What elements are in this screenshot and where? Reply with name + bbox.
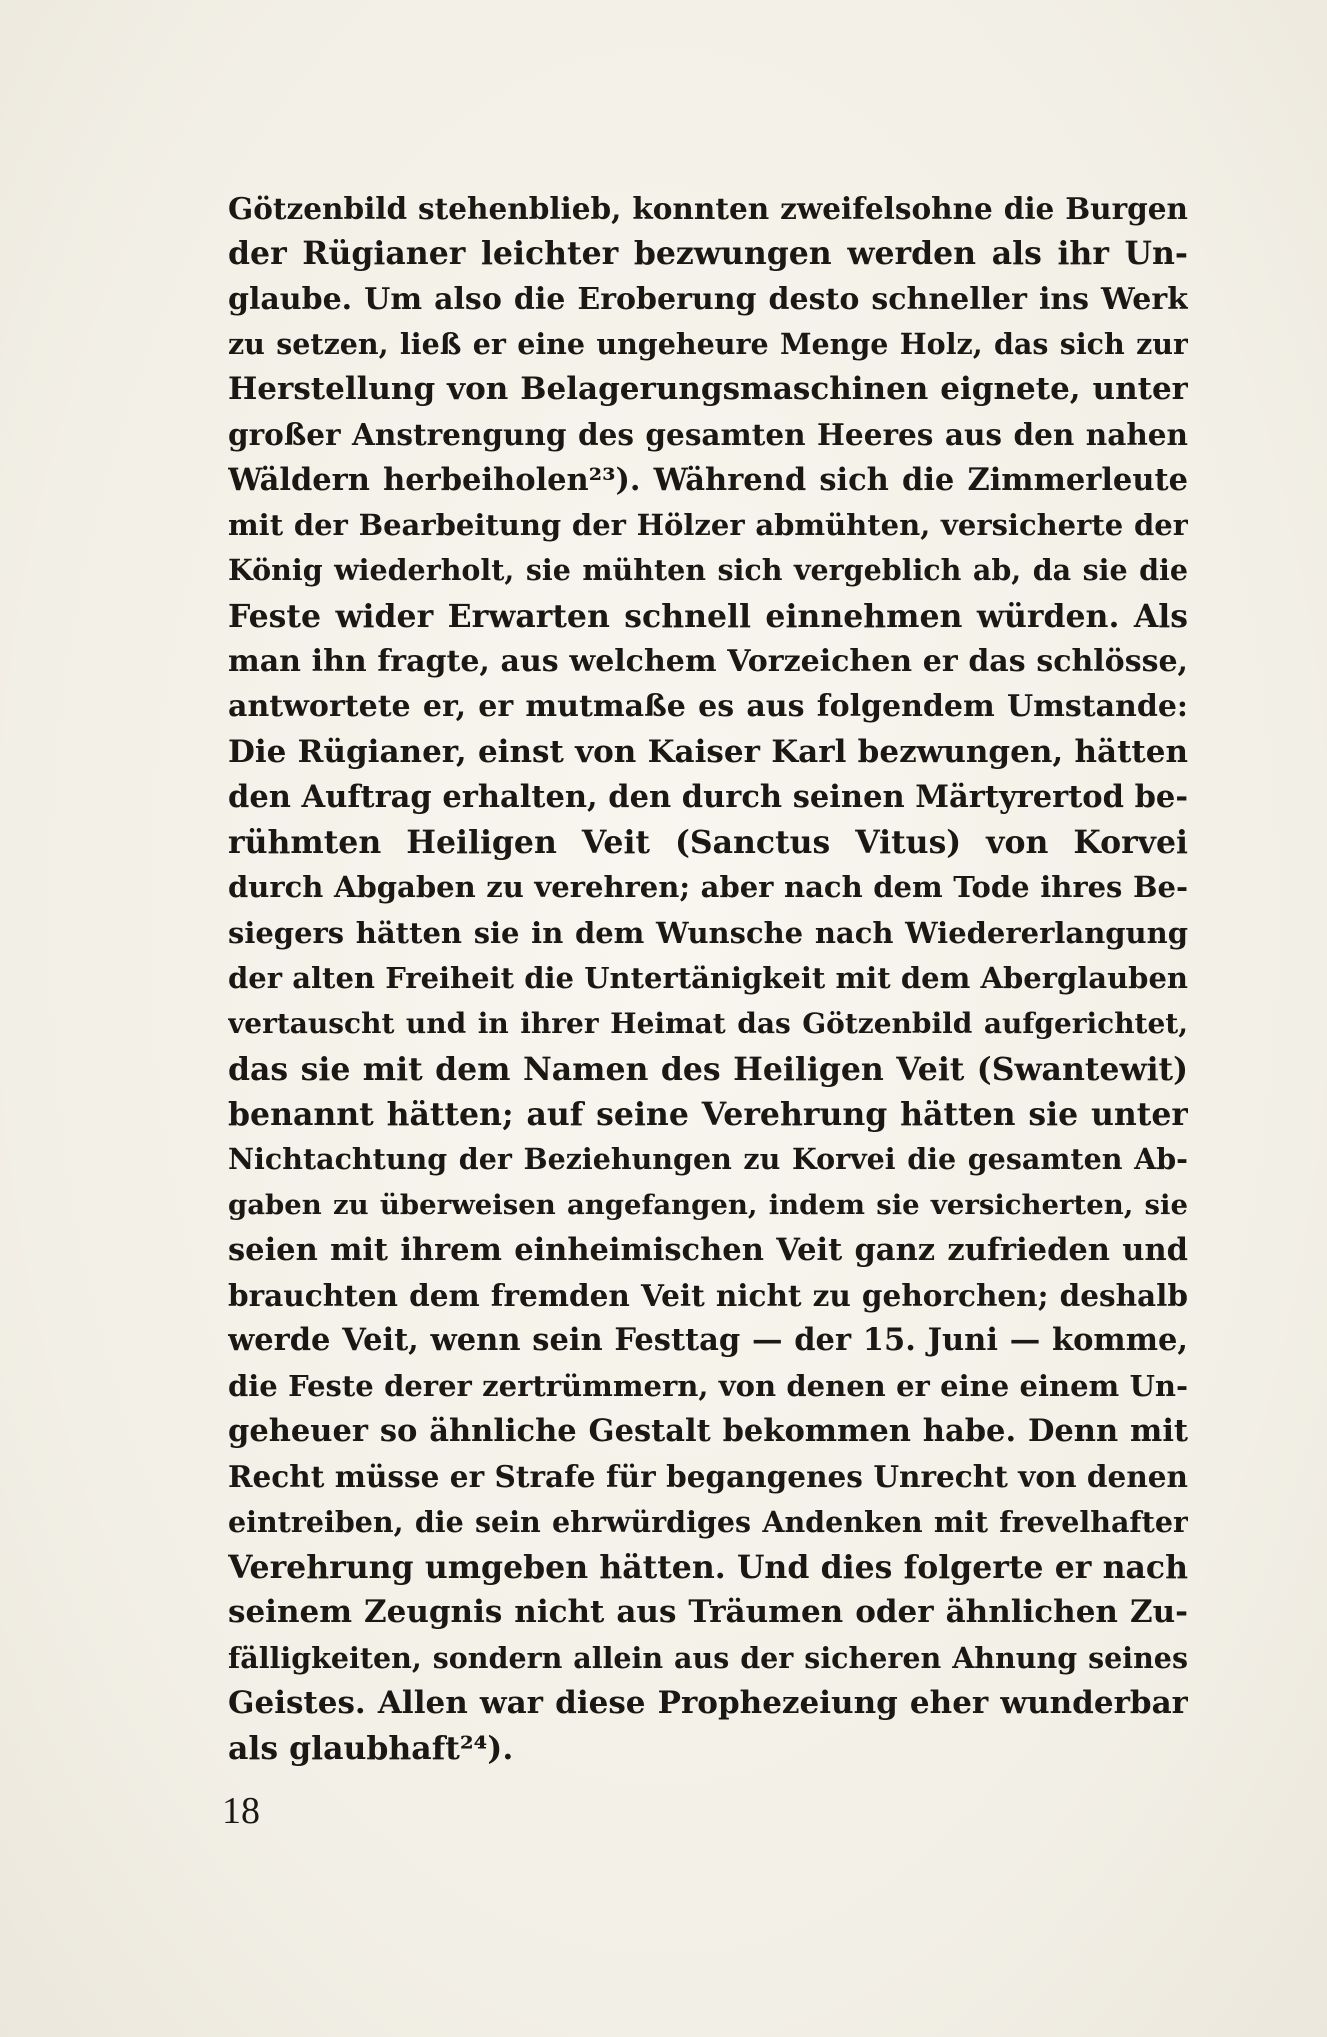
- text-line: der Rügianer leichter bezwungen werden als ihr Un-: [228, 235, 1188, 273]
- text-line: das sie mit dem Namen des Heiligen Veit (Swantewit): [228, 1050, 1188, 1088]
- text-line: Recht müsse er Strafe für begangenes Unrecht von denen: [228, 1459, 1188, 1495]
- text-line: vertauscht und in ihrer Heimat das Götzenbild aufgerichtet,: [228, 1007, 1188, 1041]
- text-line: durch Abgaben zu verehren; aber nach dem Tode ihres Be-: [228, 870, 1188, 905]
- text-line: brauchten dem fremden Veit nicht zu gehorchen; deshalb: [228, 1278, 1188, 1314]
- text-line: benannt hätten; auf seine Verehrung hätten sie unter: [228, 1095, 1188, 1133]
- text-line: großer Anstrengung des gesamten Heeres aus den nahen: [228, 417, 1188, 453]
- text-line: antwortete er, er mutmaße es aus folgendem Umstande:: [228, 689, 1188, 725]
- text-line: als glaubhaft²⁴).: [228, 1730, 514, 1768]
- text-line: glaube. Um also die Eroberung desto schneller ins Werk: [228, 281, 1188, 317]
- text-line: seien mit ihrem einheimischen Veit ganz zufrieden und: [228, 1231, 1188, 1268]
- text-line: zu setzen, ließ er eine ungeheure Menge Holz, das sich zur: [228, 326, 1188, 361]
- text-line: geheuer so ähnliche Gestalt bekommen habe. Denn mit: [228, 1413, 1188, 1450]
- body-text: [228, 186, 1188, 1771]
- text-line: die Feste derer zertrümmern, von denen er eine einem Un-: [228, 1368, 1188, 1403]
- text-line: Herstellung von Belagerungsmaschinen eignete, unter: [228, 371, 1188, 408]
- text-line: Nichtachtung der Beziehungen zu Korvei die gesamten Ab-: [228, 1142, 1188, 1177]
- text-line: rühmten Heiligen Veit (Sanctus Vitus) von Korvei: [228, 824, 1188, 862]
- text-line: Verehrung umgeben hätten. Und dies folgerte er nach: [228, 1548, 1188, 1586]
- text-line: König wiederholt, sie mühten sich vergeblich ab, da sie die: [228, 553, 1188, 588]
- text-line: siegers hätten sie in dem Wunsche nach Wiedererlangung: [228, 915, 1188, 950]
- text-line: gaben zu überweisen angefangen, indem sie versicherten, sie: [228, 1188, 1188, 1221]
- text-line: Wäldern herbeiholen²³). Während sich die Zimmerleute: [228, 461, 1188, 498]
- text-line: man ihn fragte, aus welchem Vorzeichen er das schlösse,: [228, 643, 1188, 679]
- text-line: fälligkeiten, sondern allein aus der sicheren Ahnung seines: [228, 1640, 1188, 1675]
- text-line: Feste wider Erwarten schnell einnehmen würden. Als: [228, 597, 1188, 635]
- text-line: seinem Zeugnis nicht aus Träumen oder ähnlichen Zu-: [228, 1594, 1188, 1631]
- text-line: der alten Freiheit die Untertänigkeit mit dem Aberglauben: [228, 961, 1188, 996]
- text-line: Die Rügianer, einst von Kaiser Karl bezwungen, hätten: [228, 733, 1188, 770]
- text-line: Götzenbild stehenblieb, konnten zweifelsohne die Burgen: [228, 191, 1188, 226]
- text-line: mit der Bearbeitung der Hölzer abmühten, versicherte der: [228, 508, 1188, 543]
- text-line: werde Veit, wenn sein Festtag — der 15. Juni — komme,: [228, 1322, 1188, 1359]
- text-line: eintreiben, die sein ehrwürdiges Andenken mit frevelhafter: [228, 1504, 1188, 1539]
- text-line: Geistes. Allen war diese Prophezeiung eher wunderbar: [228, 1684, 1188, 1721]
- text-line: den Auftrag erhalten, den durch seinen Märtyrertod be-: [228, 778, 1188, 815]
- page-number: 18: [222, 1790, 260, 1832]
